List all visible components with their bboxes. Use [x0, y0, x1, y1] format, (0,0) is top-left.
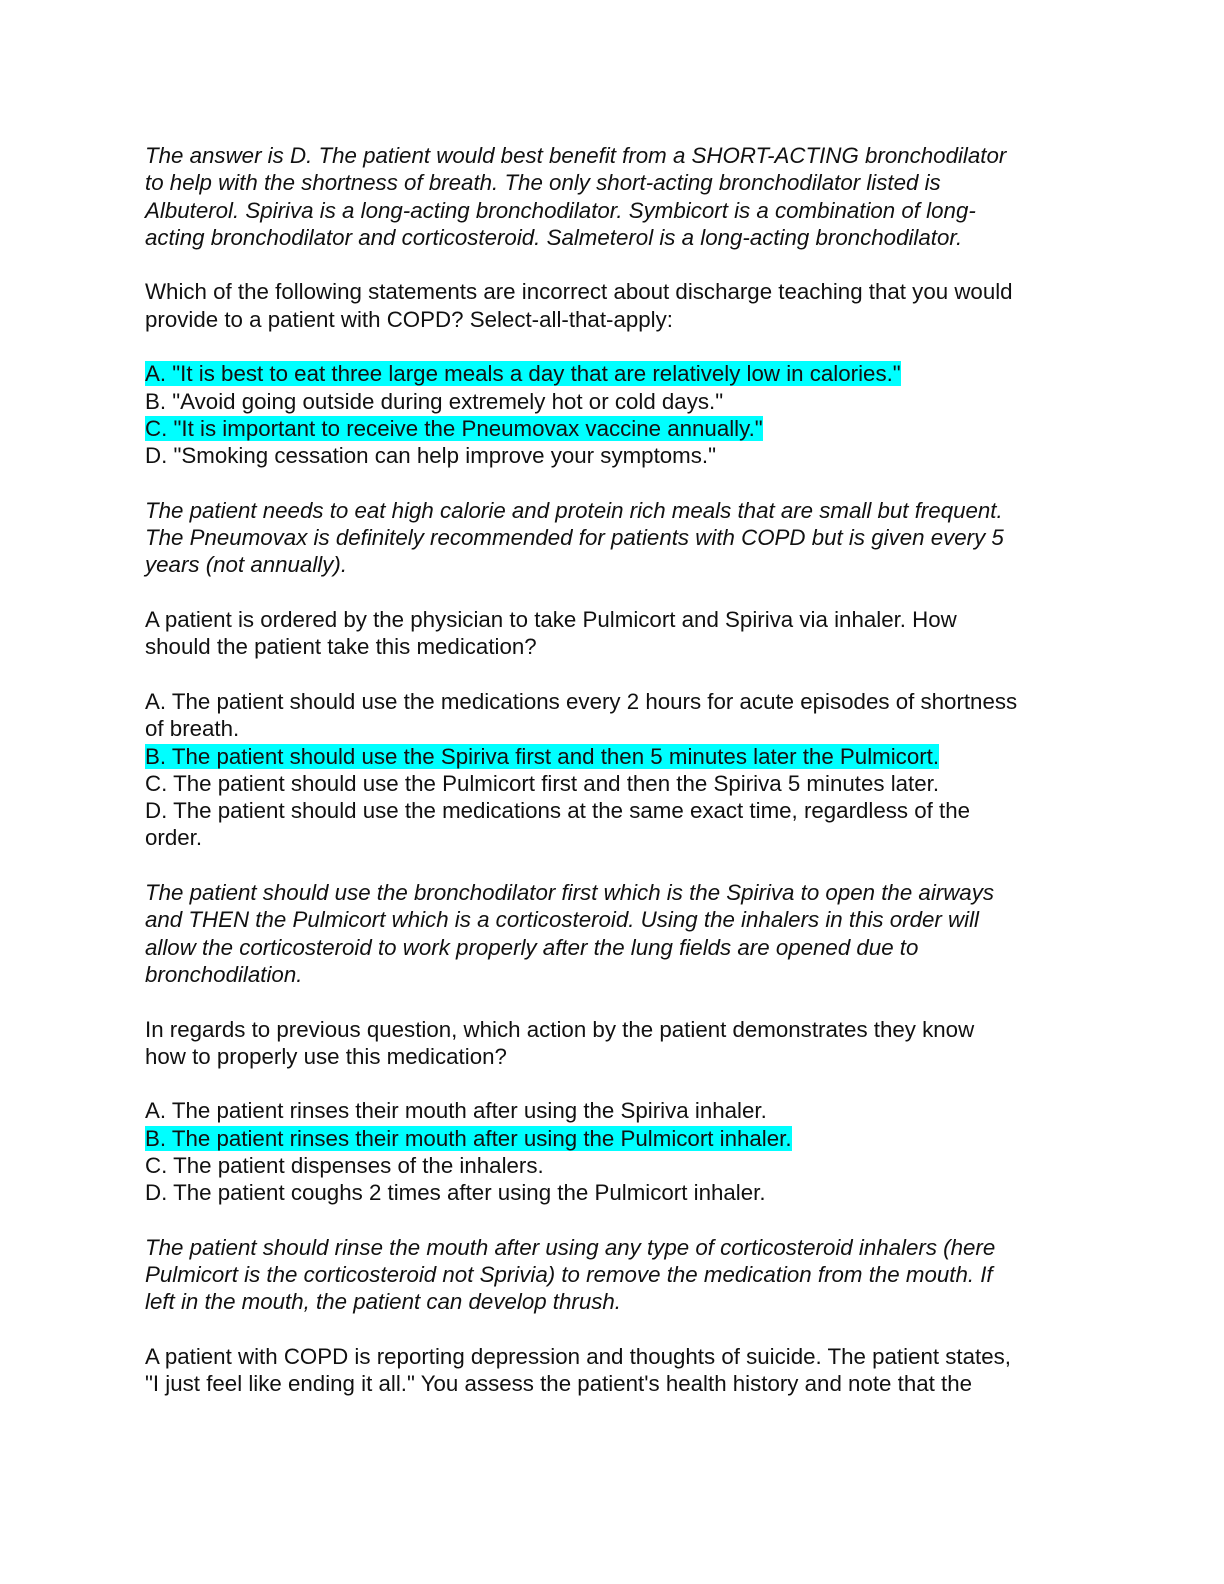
question-line: provide to a patient with COPD? Select-all-that-apply:	[145, 306, 673, 332]
question-line: A patient with COPD is reporting depression and thoughts of suicide. The patient states,	[145, 1344, 1011, 1370]
rationale-line: to help with the shortness of breath. The only short-acting bronchodilator listed is	[145, 170, 941, 196]
option-d: D. The patient coughs 2 times after using the Pulmicort inhaler.	[145, 1180, 766, 1206]
document-page	[145, 142, 1085, 1425]
question-3-rationale	[145, 1234, 1085, 1316]
rationale-line: and THEN the Pulmicort which is a corticosteroid. Using the inhalers in this order will	[145, 907, 979, 933]
question-3-options	[145, 1097, 1085, 1206]
highlighted-answer: A. "It is best to eat three large meals a day that are relatively low in calories."	[145, 361, 901, 387]
question-1-rationale	[145, 497, 1085, 579]
rationale-line: years (not annually).	[145, 552, 348, 578]
option-a	[145, 360, 1085, 387]
rationale-line: left in the mouth, the patient can develop thrush.	[145, 1289, 621, 1315]
rationale-previous-question	[145, 142, 1085, 251]
question-line: A patient is ordered by the physician to take Pulmicort and Spiriva via inhaler. How	[145, 607, 957, 633]
highlighted-answer: B. The patient should use the Spiriva first and then 5 minutes later the Pulmicort.	[145, 743, 940, 769]
option-b: B. "Avoid going outside during extremely hot or cold days."	[145, 388, 724, 414]
rationale-line: Pulmicort is the corticosteroid not Sprivia) to remove the medication from the mouth. If	[145, 1262, 993, 1288]
rationale-line: allow the corticosteroid to work properly after the lung fields are opened due to	[145, 934, 919, 960]
question-1-stem	[145, 278, 1085, 333]
question-3-stem	[145, 1016, 1085, 1071]
rationale-line: The answer is D. The patient would best benefit from a SHORT-ACTING bronchodilator	[145, 143, 1007, 168]
highlighted-answer: B. The patient rinses their mouth after using the Pulmicort inhaler.	[145, 1125, 792, 1151]
rationale-line: The patient should rinse the mouth after using any type of corticosteroid inhalers (here	[145, 1234, 996, 1260]
question-line: how to properly use this medication?	[145, 1043, 507, 1069]
option-d: D. "Smoking cessation can help improve your symptoms."	[145, 443, 716, 469]
option-c: C. The patient dispenses of the inhalers.	[145, 1152, 544, 1178]
question-line: "I just feel like ending it all." You assess the patient's health history and note that the	[145, 1371, 973, 1397]
option-a: A. The patient should use the medications every 2 hours for acute episodes of shortness of breath.	[145, 688, 1018, 742]
question-line: In regards to previous question, which action by the patient demonstrates they know	[145, 1016, 975, 1042]
rationale-line: Albuterol. Spiriva is a long-acting bronchodilator. Symbicort is a combination of long-	[145, 197, 976, 223]
option-b	[145, 1125, 1085, 1152]
option-b	[145, 743, 1025, 770]
option-d: D. The patient should use the medications at the same exact time, regardless of the order.	[145, 798, 971, 851]
rationale-line: The patient needs to eat high calorie and protein rich meals that are small but frequent.	[145, 497, 1003, 523]
rationale-line: bronchodilation.	[145, 961, 303, 987]
question-line: Which of the following statements are incorrect about discharge teaching that you would	[145, 279, 1013, 305]
rationale-line: The Pneumovax is definitely recommended for patients with COPD but is given every 5	[145, 525, 1004, 551]
highlighted-answer: C. "It is important to receive the Pneumovax vaccine annually."	[145, 415, 763, 441]
option-a: A. The patient rinses their mouth after using the Spiriva inhaler.	[145, 1098, 767, 1124]
option-c	[145, 415, 1085, 442]
question-2-options	[145, 688, 1025, 852]
question-1-options	[145, 360, 1085, 469]
question-4-stem	[145, 1343, 1085, 1398]
option-c: C. The patient should use the Pulmicort first and then the Spiriva 5 minutes later.	[145, 770, 940, 796]
question-2-rationale	[145, 879, 1085, 988]
rationale-line: The patient should use the bronchodilator first which is the Spiriva to open the airways	[145, 880, 994, 906]
question-2-stem	[145, 606, 1085, 661]
question-line: should the patient take this medication?	[145, 634, 537, 660]
rationale-line: acting bronchodilator and corticosteroid. Salmeterol is a long-acting bronchodilator.	[145, 224, 963, 250]
